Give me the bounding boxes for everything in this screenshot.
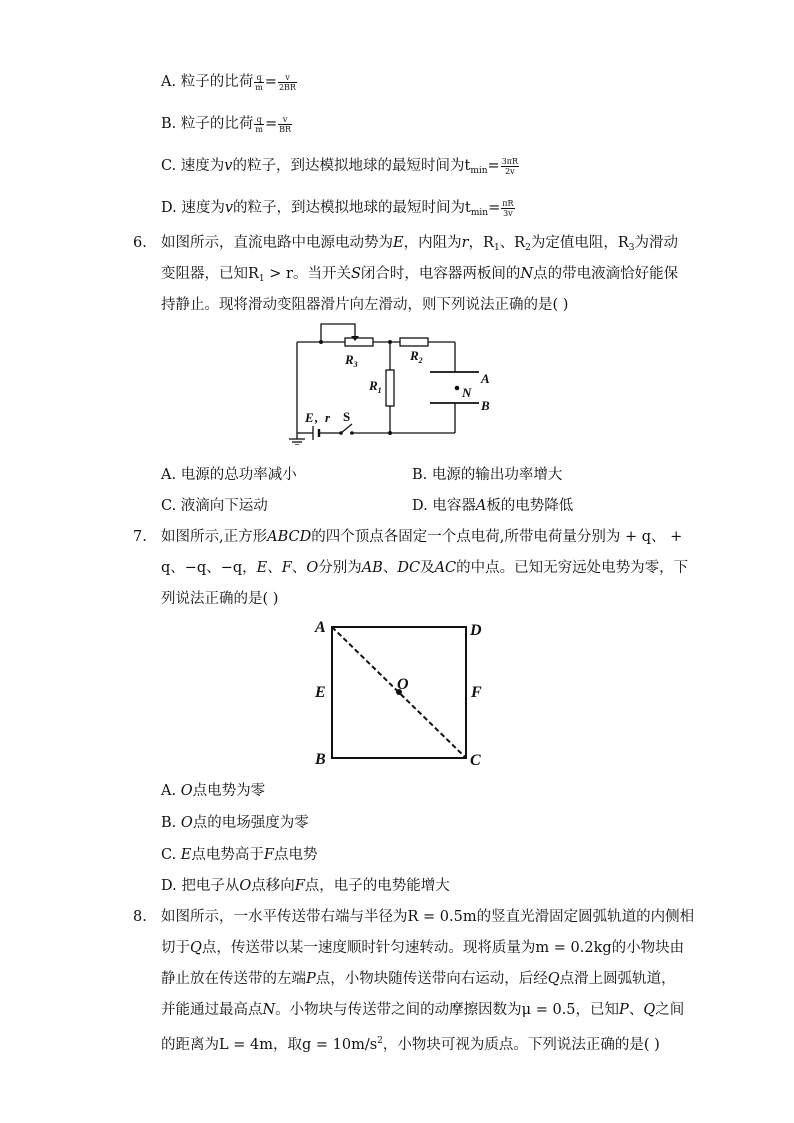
question-number: 8. bbox=[133, 909, 147, 925]
q6-stem-line3: 持静止。现将滑动变阻器滑片向左滑动，则下列说法正确的是( ) bbox=[161, 297, 569, 313]
t: 如图所示，直流电路中电源电动势为 bbox=[161, 235, 393, 251]
t: A. bbox=[161, 783, 181, 799]
q7-option-d bbox=[161, 876, 450, 896]
q5-option-a bbox=[161, 72, 298, 92]
subscript: 1 bbox=[258, 274, 265, 284]
subscript: min bbox=[470, 208, 489, 218]
numerator: q bbox=[254, 115, 264, 125]
t: 的中点。已知无穷远处电势为零，下 bbox=[456, 560, 689, 576]
fraction bbox=[254, 115, 264, 134]
subscript: 1 bbox=[493, 243, 500, 253]
var-v: v bbox=[224, 158, 233, 174]
t: 并能通过最高点 bbox=[161, 1002, 263, 1018]
t: 的四个顶点各固定一个点电荷,所带电荷量分别为 + q、 + bbox=[311, 529, 683, 545]
denominator: 3v bbox=[503, 208, 513, 218]
var: E bbox=[393, 235, 404, 251]
q8-stem-line2 bbox=[161, 938, 684, 958]
lbl: R bbox=[345, 352, 354, 367]
t: 为定值电阻，R bbox=[530, 235, 629, 251]
t: 分别为 bbox=[318, 560, 362, 576]
t: 点电势 bbox=[273, 847, 318, 863]
option-text: 的粒子，到达模拟地球的最短时间为t bbox=[233, 200, 471, 216]
label-b: B bbox=[481, 398, 490, 413]
r3-resistor bbox=[345, 338, 373, 346]
t: ，小物块可视为质点。下列说法正确的是( ) bbox=[382, 1037, 660, 1053]
fraction bbox=[501, 199, 514, 218]
t: 如图所示,正方形 bbox=[161, 529, 268, 545]
lbl: R bbox=[369, 378, 378, 393]
fraction bbox=[278, 73, 297, 92]
denominator: BR bbox=[279, 124, 292, 134]
t: D. 电容器 bbox=[412, 498, 476, 514]
var: F bbox=[281, 560, 292, 576]
t: 、 bbox=[291, 560, 307, 576]
var: P bbox=[306, 971, 316, 987]
numerator: 3πR bbox=[501, 156, 519, 166]
numerator: v bbox=[278, 115, 292, 125]
label-e: E bbox=[305, 410, 314, 425]
var: S bbox=[350, 266, 361, 282]
var: Q bbox=[643, 1002, 656, 1018]
q6-stem-line1 bbox=[161, 233, 678, 258]
label-s: S bbox=[343, 409, 351, 424]
equals: = bbox=[488, 200, 501, 216]
t: 的距离为L = 4m，取g = 10m/s bbox=[161, 1037, 378, 1053]
var: O bbox=[239, 878, 252, 894]
numerator: v bbox=[278, 73, 297, 83]
option-text: C. 速度为 bbox=[161, 158, 225, 174]
t: 点移向 bbox=[251, 878, 295, 894]
subscript: 3 bbox=[628, 243, 635, 253]
q6-option-c: C. 液滴向下运动 bbox=[161, 498, 268, 514]
q8-stem-line4 bbox=[161, 1000, 684, 1020]
t: 静止放在传送带的左端 bbox=[161, 971, 306, 987]
droplet-n bbox=[455, 386, 460, 391]
t: ，R bbox=[468, 235, 494, 251]
question-number: 6. bbox=[133, 235, 147, 251]
t: C. bbox=[161, 847, 181, 863]
q7-stem-line1 bbox=[161, 527, 682, 547]
q8-stem-line5 bbox=[161, 1031, 660, 1055]
t: 变阻器，已知R bbox=[161, 266, 259, 282]
var: Q bbox=[547, 971, 560, 987]
t: 点滑上圆弧轨道， bbox=[559, 971, 676, 987]
q5-option-c bbox=[161, 156, 520, 181]
equals: = bbox=[487, 158, 500, 174]
t: 点的电场强度为零 bbox=[192, 815, 309, 831]
t: 切于 bbox=[161, 940, 190, 956]
t: 、R bbox=[499, 235, 526, 251]
t: 闭合时，电容器两板间的 bbox=[360, 266, 521, 282]
t: 及 bbox=[420, 560, 435, 576]
var: F bbox=[294, 878, 305, 894]
var: N bbox=[262, 1002, 276, 1018]
fraction bbox=[254, 73, 264, 92]
subscript: 2 bbox=[525, 243, 531, 253]
t: D. 把电子从 bbox=[161, 878, 240, 894]
label-a: A bbox=[481, 371, 490, 386]
t: ，内阻为 bbox=[403, 235, 462, 251]
t: 。小物块与传送带之间的动摩擦因数为μ = 0.5，已知 bbox=[275, 1002, 620, 1018]
t: 点，小物块随传送带向右运动，后经 bbox=[315, 971, 548, 987]
var: N bbox=[520, 266, 534, 282]
superscript: 2 bbox=[377, 1036, 383, 1046]
t: 点，传送带以某一速度顺时针匀速转动。现将质量为m = 0.2kg的小物块由 bbox=[201, 940, 685, 956]
denominator: m bbox=[255, 82, 263, 92]
switch-contact bbox=[350, 431, 354, 435]
subscript: min bbox=[470, 166, 488, 176]
option-text: 的粒子，到达模拟地球的最短时间为t bbox=[232, 158, 471, 174]
t: 、 bbox=[267, 560, 282, 576]
numerator: q bbox=[254, 73, 264, 83]
q8-stem-line3 bbox=[161, 969, 676, 989]
q7-stem-line2 bbox=[161, 558, 688, 578]
switch-blade bbox=[341, 424, 352, 433]
q6-stem-line2 bbox=[161, 264, 678, 289]
option-text: D. 速度为 bbox=[161, 200, 225, 216]
var: DC bbox=[397, 560, 421, 576]
numerator: πR bbox=[502, 198, 514, 208]
q7-option-a bbox=[161, 781, 265, 801]
label-d: D bbox=[470, 622, 482, 639]
t: 、 bbox=[628, 1002, 644, 1018]
label-r3 bbox=[344, 352, 358, 369]
label-r2 bbox=[409, 348, 423, 365]
var: r bbox=[461, 235, 469, 251]
label-c: C bbox=[470, 752, 481, 769]
label-o: O bbox=[397, 676, 409, 693]
lbl-sub: 3 bbox=[353, 360, 358, 369]
label-a: A bbox=[315, 619, 326, 636]
var: ABCD bbox=[267, 529, 312, 545]
equals: = bbox=[264, 116, 278, 132]
var: O bbox=[180, 815, 193, 831]
denominator: 2BR bbox=[278, 82, 296, 92]
lbl-sub: 1 bbox=[377, 386, 382, 395]
question-number: 7. bbox=[133, 529, 147, 545]
lbl-sub: 2 bbox=[418, 356, 423, 365]
denominator: m bbox=[255, 124, 263, 134]
q7-option-c bbox=[161, 845, 317, 865]
q7-option-b bbox=[161, 813, 309, 833]
t: 点电势为零 bbox=[192, 783, 266, 799]
square-diagram bbox=[310, 615, 495, 770]
label-n: N bbox=[462, 385, 472, 400]
q7-stem-line3: 列说法正确的是( ) bbox=[161, 591, 279, 607]
t: 为滑动 bbox=[634, 235, 678, 251]
q6-option-b: B. 电源的输出功率增大 bbox=[412, 467, 563, 483]
t: 板的电势降低 bbox=[486, 498, 574, 514]
var: P bbox=[619, 1002, 629, 1018]
r2-resistor bbox=[400, 338, 428, 346]
t: q、−q、−q， bbox=[161, 560, 257, 576]
q5-option-d bbox=[161, 198, 516, 223]
t: 之间 bbox=[655, 1002, 685, 1018]
lbl: R bbox=[410, 348, 419, 363]
var: AC bbox=[434, 560, 457, 576]
t: B. bbox=[161, 815, 181, 831]
fraction bbox=[278, 115, 292, 134]
option-text: A. 粒子的比荷 bbox=[161, 74, 254, 90]
var: O bbox=[306, 560, 319, 576]
fraction bbox=[501, 157, 519, 176]
denominator: 2v bbox=[505, 166, 515, 176]
var: E bbox=[180, 847, 192, 863]
t: > r。当开关 bbox=[264, 266, 351, 282]
circuit-diagram bbox=[285, 320, 505, 445]
label-comma: , bbox=[315, 410, 319, 425]
t: 点的带电液滴恰好能保 bbox=[533, 266, 679, 282]
var: O bbox=[180, 783, 193, 799]
equals: = bbox=[264, 74, 277, 90]
t: 、 bbox=[382, 560, 398, 576]
var-v: v bbox=[224, 200, 234, 216]
var: Q bbox=[190, 940, 202, 956]
q8-stem-line1: 如图所示，一水平传送带右端与半径为R = 0.5m的竖直光滑固定圆弧轨道的内侧相 bbox=[161, 909, 695, 925]
t: 点电势高于 bbox=[191, 847, 264, 863]
r1-resistor bbox=[386, 370, 394, 406]
label-r: r bbox=[325, 410, 331, 425]
q5-option-b bbox=[161, 114, 293, 134]
label-f: F bbox=[471, 684, 482, 701]
q6-option-d bbox=[412, 496, 573, 516]
var: AB bbox=[361, 560, 383, 576]
q6-option-a: A. 电源的总功率减小 bbox=[161, 467, 297, 483]
label-e: E bbox=[315, 684, 326, 701]
t: 点，电子的电势能增大 bbox=[304, 878, 450, 894]
var: F bbox=[263, 847, 274, 863]
var: A bbox=[475, 498, 487, 514]
option-text: B. 粒子的比荷 bbox=[161, 116, 254, 132]
var: E bbox=[256, 560, 268, 576]
label-b: B bbox=[315, 751, 326, 768]
label-r1 bbox=[368, 378, 382, 395]
